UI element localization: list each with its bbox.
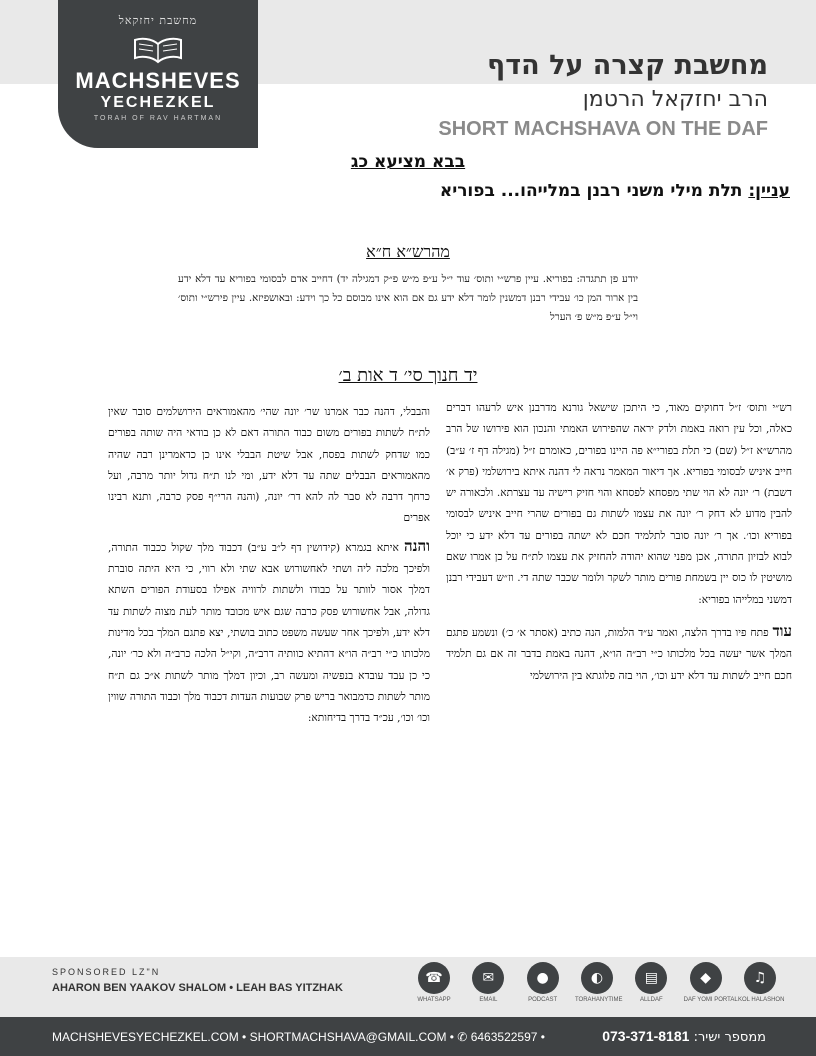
masechta-title: בבא מציעא כג xyxy=(350,152,466,172)
microphone-icon: ● xyxy=(527,962,559,994)
footer-contact[interactable]: MACHSHEVESYECHEZKEL.COM • SHORTMACHSHAVA@GMAIL.COM • ✆ 6463522597 • xyxy=(52,1030,545,1044)
header-title-english: SHORT MACHSHAVA ON THE DAF xyxy=(438,118,768,140)
lead-word: עוד xyxy=(772,621,792,640)
logo-line1: MACHSHEVES xyxy=(75,68,241,93)
header-author: הרב יחזקאל הרטמן xyxy=(582,87,768,112)
logo xyxy=(58,0,258,148)
kolhalashon-icon: ♫ xyxy=(744,962,776,994)
torahanytime-link[interactable]: ◐ TORAHANYTIME xyxy=(575,962,619,1012)
paragraph: רש״י ותוס׳ ז״ל דחוקים מאוד, כי היתכן שישאל גורנא מדרבנן איש לרעהו דברים כאלה, וכל עין רואה באמת ולדק יראה שהפירוש האמתי והנכון הוא פירושו של הרב מהרש״א ז״ל (שם) כי תלת בפורי״א פה היינו בפורים, כאומרם ז״ל (מגילה דף ז׳ ע״ב) חייב איניש לבסומי בפוריא. אך דיאור המאמר נראה לי דהנה איתא בירושלמי (פרק א׳ דשבת) ר׳ יונה לא הוי שתי מפסחא לפסחא והוי חזיק רישיה עד עצרתא. ולכאורה יש להבין מדוע לא דחק ר׳ יונה את עצמו לשתות גם בפורים שהרי חייב איניש לבסומי בפוריא וכו׳. אך ר׳ יונה סובר לתלמיד חכם לא ישתה בפורים עד דלא ידע כי יוכל לבוא לבזיון התורה, אכן מפני שהוא יהודה להחזיק את עצמו לת״ח על כן אמרו שאם מושיטין לו כוס יין בשמחת פורים מותר לשקר ולומר שכבר שתה די. וז״ש דעבידי רבנן דמשני במלייהו בפוריא: xyxy=(446,402,792,606)
lead-word: והנה xyxy=(404,536,430,555)
logo-hebrew: מחשבת יחזקאל xyxy=(118,14,198,27)
email-icon: ✉ xyxy=(472,962,504,994)
alldaf-icon: ▤ xyxy=(635,962,667,994)
inyan-text: תלת מילי משני רבנן במלייהו... בפוריא xyxy=(439,181,749,201)
footer xyxy=(0,1017,816,1056)
dafyomi-portal-link[interactable]: ◆ DAF YOMI PORTAL xyxy=(684,962,728,1012)
torahanytime-icon: ◐ xyxy=(581,962,613,994)
maharsha-title: מהרש״א ח״א xyxy=(366,242,450,261)
inyan-label: עניין: xyxy=(748,181,790,201)
maharsha-body: יודע פן תתגדה: בפוריא. עיין פרש״י ותוס׳ עוד י״ל ע״פ מ״ש פ״ק דמגילה יד) דחייב אדם לבסומי בפוריא עד דלא ידע בין ארור המן כו׳ עבידי רבנן דמשנין לומר דלא ידע גם אם הוא אינו מבוסם כל כך וידע: ובאושפיזא. עיין פירש״י ותוס׳ וי״ל ע״פ מ״ש פ׳ הערל xyxy=(178,274,638,323)
logo-line2: YECHEZKEL xyxy=(100,94,216,111)
whatsapp-icon: ☎ xyxy=(418,962,450,994)
alldaf-link[interactable]: ▤ ALLDAF xyxy=(629,962,673,1012)
paragraph: עוד פתח פיו בדרך הלצה, ואמר ע״ד הלמות, הנה כתיב (אסתר א׳ כ׳) ונשמע פתגם המלך אשר יעשה בכל מלכותו כ״י רב״ה הו״א, דהנה באמת בדבר זה אם גם תלמיד חכם חייב לשתות עד דלא ידע וכו׳, הוי בזה פלוגתא בין הירושלמי xyxy=(446,621,792,682)
email-link[interactable]: ✉ EMAIL xyxy=(466,962,510,1012)
paragraph: והבבלי, דהנה כבר אמרנו שר׳ יונה שהי׳ מהאמוראים הירושלמים סובר שאין לת״ח לשתות בפורים משום כבוד התורה דאם לא כן בודאי היה שותה בפורים כמו שדחק לשתות בפסח, אבל שיטת הבבלי אינו כן כדאמרינן רבה שהיה מהאמוראים הבבלים שתה עד דלא ידע, ומי לנו ת״ח גדול יותר מרבה, ועל כרחך דרבה לא סבר לה להא דר׳ יונה, (והנה הרי״ף פסק כרבה, ותנא רבינו אפרים xyxy=(108,406,430,525)
text-column-left xyxy=(108,402,430,729)
sponsor-label: SPONSORED LZ"N xyxy=(52,967,161,977)
kolhalashon-link[interactable]: ♫ KOL HALASHON xyxy=(738,962,782,1012)
dafyomi-portal-icon: ◆ xyxy=(690,962,722,994)
inyan-line xyxy=(440,181,790,201)
open-book-icon xyxy=(133,32,183,66)
whatsapp-link[interactable]: ☎ WHATSAPP xyxy=(412,962,456,1012)
sponsor-names: AHARON BEN YAAKOV SHALOM • LEAH BAS YITZHAK xyxy=(52,982,343,994)
text-column-right xyxy=(446,398,792,687)
logo-tagline: TORAH OF RAV HARTMAN xyxy=(93,115,223,122)
footer-phone[interactable]: ממספר ישיר: 073-371-8181 xyxy=(602,1028,766,1045)
platform-icons xyxy=(412,962,785,1012)
yad-chanoch-title: יד חנוך סי׳ ד אות ב׳ xyxy=(338,365,478,386)
paragraph: והנה איתא בגמרא (קידושין דף ל״ב ע״ב) דכבוד מלך שקול ככבוד התורה, ולפיכך מלכה ליה ושתי לאחשורוש אבא שתי ולא רווי, כי היא היתה סוברת דמלך אסור לוותר על כבודו ולשתות לרוויה אפילו בסעודת הפורים השתא גדולה, אבל אחשורוש פסק כרבה שגם איש מכובד מותר לעת מצוה לשתות עד דלא ידע, ולפיכך אחר שעשה משפט כתוב בושתי, יצא פתגם המלך בכל מדינות מלכותו כ״י רב״ה הו״א דהתיא כוותיה דרב״ה, וקי״ל הלכה כרב״ה ולא כר׳ יונה, כי כן עבד עובדא בנפשיה ומעשה רב, וכיון דמלך מותר לשתות א״כ גם ת״ח מותר לשתות כדמבואר בריש פרק שבועות העדות דכבוד מלך וכבוד התורה שווין וכו׳ וכו׳, עכ״ד בדרך בדיחותא: xyxy=(108,536,430,725)
podcast-link[interactable]: ● PODCAST xyxy=(521,962,565,1012)
phone-number: 073-371-8181 xyxy=(602,1028,690,1044)
header-title-hebrew: מחשבת קצרה על הדף xyxy=(487,50,768,81)
